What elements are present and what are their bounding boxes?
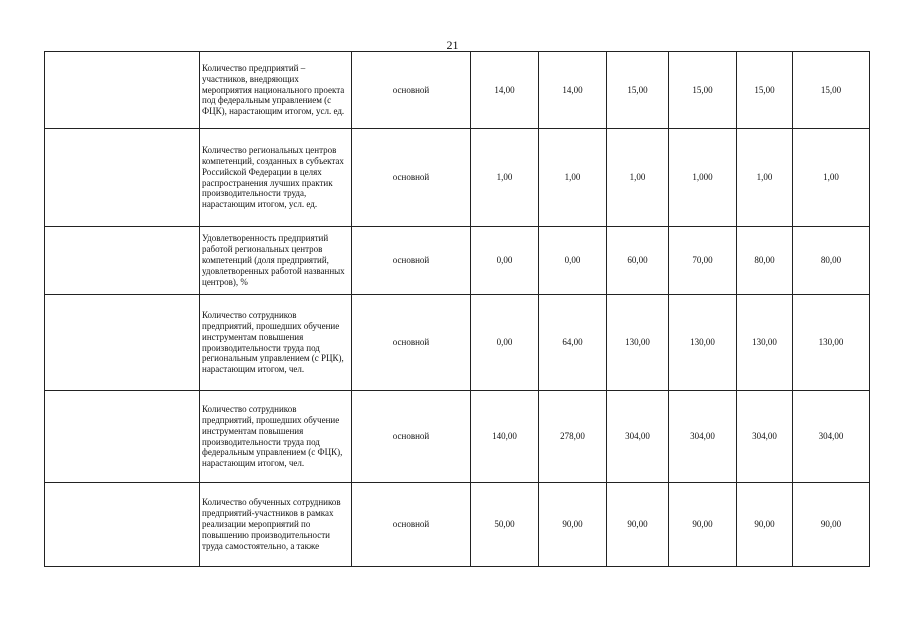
value-cell: 304,00	[669, 391, 737, 483]
value-cell: 90,00	[607, 483, 669, 567]
indicator-name: Количество региональных центров компетенций, созданных в субъектах Российской Федерации в целях распространения лучших практик производительности труда, нарастающим итогом, усл. ед.	[200, 129, 352, 227]
value-cell: 80,00	[737, 227, 793, 295]
value-cell: 130,00	[793, 295, 870, 391]
value-cell: 15,00	[737, 52, 793, 129]
indicator-type: основной	[352, 129, 471, 227]
value-cell: 1,00	[471, 129, 539, 227]
value-cell: 1,00	[607, 129, 669, 227]
value-cell: 130,00	[607, 295, 669, 391]
value-cell: 14,00	[539, 52, 607, 129]
empty-cell	[45, 227, 200, 295]
table-row	[45, 483, 870, 567]
value-cell: 1,00	[793, 129, 870, 227]
value-cell: 0,00	[471, 295, 539, 391]
value-cell: 0,00	[539, 227, 607, 295]
indicator-type: основной	[352, 483, 471, 567]
indicators-table	[44, 51, 870, 567]
value-cell: 0,00	[471, 227, 539, 295]
value-cell: 140,00	[471, 391, 539, 483]
indicator-name: Количество сотрудников предприятий, прошедших обучение инструментам повышения производительности труда под региональным управлением (с РЦК), нарастающим итогом, чел.	[200, 295, 352, 391]
indicator-name: Количество сотрудников предприятий, прошедших обучение инструментам повышения производительности труда под федеральным управлением (с ФЦК), нарастающим итогом, чел.	[200, 391, 352, 483]
empty-cell	[45, 295, 200, 391]
value-cell: 14,00	[471, 52, 539, 129]
indicator-name: Удовлетворенность предприятий работой региональных центров компетенций (доля предприятий, удовлетворенных работой названных центров), %	[200, 227, 352, 295]
value-cell: 130,00	[737, 295, 793, 391]
value-cell: 15,00	[607, 52, 669, 129]
empty-cell	[45, 129, 200, 227]
value-cell: 70,00	[669, 227, 737, 295]
table-row	[45, 129, 870, 227]
value-cell: 90,00	[793, 483, 870, 567]
value-cell: 304,00	[793, 391, 870, 483]
indicator-type: основной	[352, 227, 471, 295]
indicator-type: основной	[352, 295, 471, 391]
value-cell: 60,00	[607, 227, 669, 295]
value-cell: 50,00	[471, 483, 539, 567]
indicator-type: основной	[352, 52, 471, 129]
table-row	[45, 295, 870, 391]
value-cell: 64,00	[539, 295, 607, 391]
page-number: 21	[446, 38, 459, 52]
value-cell: 130,00	[669, 295, 737, 391]
table-row	[45, 391, 870, 483]
value-cell: 15,00	[669, 52, 737, 129]
table-row	[45, 227, 870, 295]
value-cell: 90,00	[539, 483, 607, 567]
value-cell: 90,00	[737, 483, 793, 567]
indicator-name: Количество обученных сотрудников предприятий-участников в рамках реализации мероприятий по повышению производительности труда самостоятельно, а также	[200, 483, 352, 567]
indicator-name: Количество предприятий – участников, внедряющих мероприятия национального проекта под федеральным управлением (с ФЦК), нарастающим итогом, усл. ед.	[200, 52, 352, 129]
empty-cell	[45, 483, 200, 567]
empty-cell	[45, 52, 200, 129]
indicator-type: основной	[352, 391, 471, 483]
value-cell: 80,00	[793, 227, 870, 295]
value-cell: 1,00	[737, 129, 793, 227]
value-cell: 1,00	[539, 129, 607, 227]
value-cell: 1,000	[669, 129, 737, 227]
value-cell: 90,00	[669, 483, 737, 567]
value-cell: 278,00	[539, 391, 607, 483]
value-cell: 304,00	[737, 391, 793, 483]
table-row	[45, 52, 870, 129]
value-cell: 304,00	[607, 391, 669, 483]
value-cell: 15,00	[793, 52, 870, 129]
empty-cell	[45, 391, 200, 483]
